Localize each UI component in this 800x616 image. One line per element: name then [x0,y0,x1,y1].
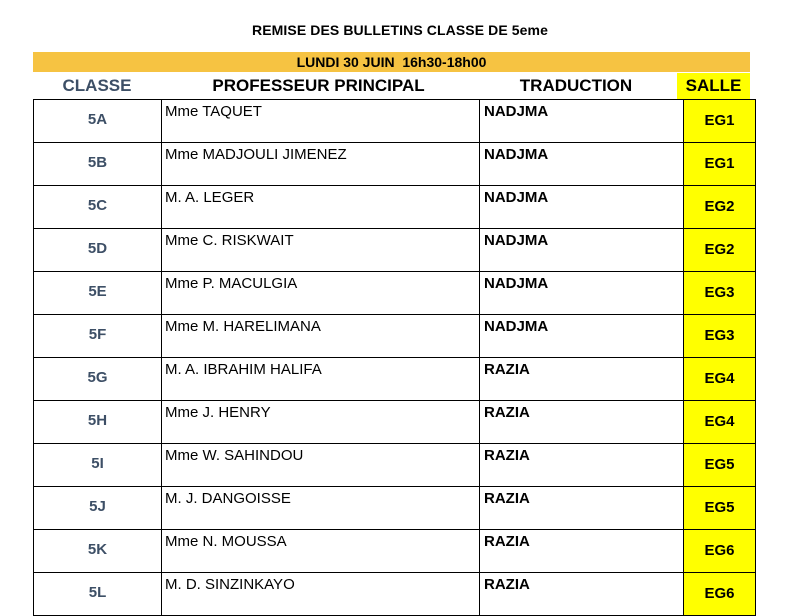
date-banner: LUNDI 30 JUIN 16h30-18h00 [33,52,750,72]
document-title: REMISE DES BULLETINS CLASSE DE 5eme [251,22,548,38]
table-row [34,272,756,315]
cell-classe: 5A [34,100,162,143]
table-row [34,143,756,186]
cell-traduction: NADJMA [480,100,684,143]
cell-professeur: Mme MADJOULI JIMENEZ [162,143,480,186]
cell-traduction: RAZIA [480,358,684,401]
cell-professeur: Mme C. RISKWAIT [162,229,480,272]
cell-salle: EG3 [684,315,756,358]
cell-classe: 5J [34,487,162,530]
cell-professeur: Mme TAQUET [162,100,480,143]
table-row [34,229,756,272]
cell-classe: 5H [34,401,162,444]
cell-traduction: NADJMA [480,272,684,315]
cell-professeur: M. J. DANGOISSE [162,487,480,530]
cell-classe: 5F [34,315,162,358]
cell-classe: 5D [34,229,162,272]
cell-classe: 5I [34,444,162,487]
cell-professeur: M. A. LEGER [162,186,480,229]
cell-traduction: NADJMA [480,315,684,358]
table-row [34,401,756,444]
cell-professeur: Mme P. MACULGIA [162,272,480,315]
table-row [34,315,756,358]
cell-salle: EG1 [684,100,756,143]
cell-professeur: M. A. IBRAHIM HALIFA [162,358,480,401]
table-row [34,358,756,401]
cell-professeur: M. D. SINZINKAYO [162,573,480,616]
cell-traduction: RAZIA [480,444,684,487]
cell-professeur: Mme W. SAHINDOU [162,444,480,487]
cell-professeur: Mme M. HARELIMANA [162,315,480,358]
header-salle: SALLE [677,73,750,99]
cell-salle: EG6 [684,573,756,616]
cell-traduction: NADJMA [480,143,684,186]
cell-salle: EG6 [684,530,756,573]
table-row [34,444,756,487]
cell-classe: 5G [34,358,162,401]
table-row [34,100,756,143]
cell-salle: EG4 [684,358,756,401]
table-row [34,186,756,229]
cell-classe: 5K [34,530,162,573]
cell-classe: 5C [34,186,162,229]
header-traduction: TRADUCTION [519,76,633,95]
cell-salle: EG2 [684,186,756,229]
cell-salle: EG4 [684,401,756,444]
cell-professeur: Mme N. MOUSSA [162,530,480,573]
header-classe: CLASSE [62,76,132,95]
cell-traduction: RAZIA [480,487,684,530]
cell-traduction: NADJMA [480,186,684,229]
table-row [34,487,756,530]
cell-traduction: RAZIA [480,401,684,444]
cell-professeur: Mme J. HENRY [162,401,480,444]
cell-traduction: RAZIA [480,530,684,573]
cell-traduction: NADJMA [480,229,684,272]
cell-salle: EG5 [684,487,756,530]
bulletin-table [33,99,756,616]
cell-traduction: RAZIA [480,573,684,616]
cell-salle: EG5 [684,444,756,487]
cell-classe: 5L [34,573,162,616]
header-professeur-principal: PROFESSEUR PRINCIPAL [212,76,425,95]
table-row [34,530,756,573]
cell-classe: 5E [34,272,162,315]
cell-salle: EG2 [684,229,756,272]
table-row [34,573,756,616]
cell-salle: EG3 [684,272,756,315]
cell-salle: EG1 [684,143,756,186]
cell-classe: 5B [34,143,162,186]
